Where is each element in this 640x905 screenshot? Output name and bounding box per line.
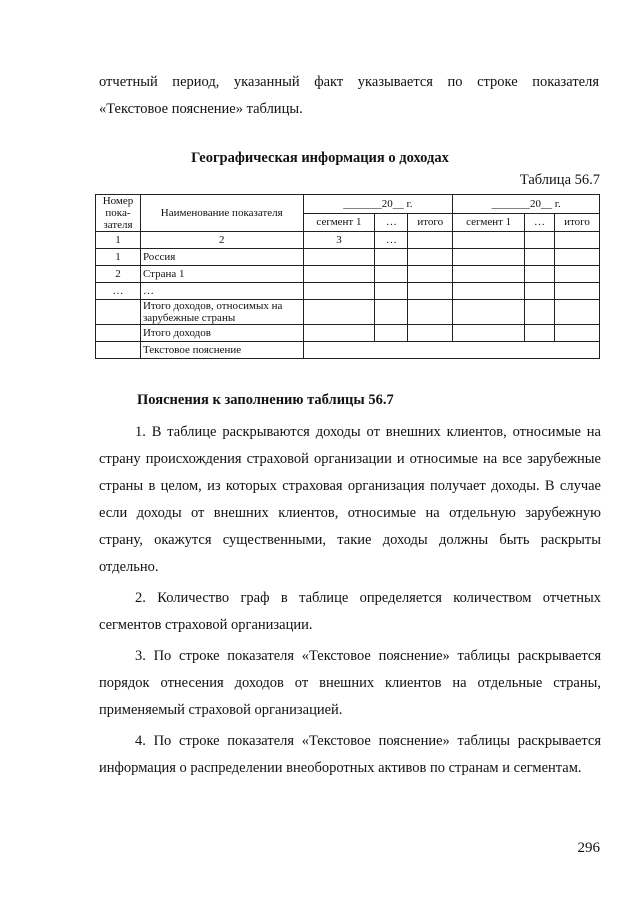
header-segment-1-a: сегмент 1 <box>303 213 375 232</box>
row-name: Итого доходов, относимых на зарубежные страны <box>140 300 303 325</box>
intro-paragraph <box>99 69 599 123</box>
header-dots-b: … <box>525 213 555 232</box>
index-dots: … <box>375 232 408 249</box>
intro-line-1: отчетный период, указанный факт указывается по строке показателя <box>99 74 599 90</box>
table-row <box>96 283 600 300</box>
row-name: Страна 1 <box>140 266 303 283</box>
index-name: 2 <box>140 232 303 249</box>
geo-income-table <box>95 194 600 359</box>
table-title: Географическая информация о доходах <box>191 150 449 166</box>
row-number <box>96 325 141 342</box>
row-number: 2 <box>96 266 141 283</box>
explanation-body <box>99 419 601 786</box>
row-name: Текстовое пояснение <box>140 342 303 359</box>
row-number <box>96 342 141 359</box>
row-number: 1 <box>96 249 141 266</box>
explanation-paragraph: 4. По строке показателя «Текстовое пояснение» таблицы раскрывается информация о распределении внеоборотных активов по странам и сегментам. <box>99 733 601 776</box>
header-segment-1-b: сегмент 1 <box>453 213 525 232</box>
table-row <box>96 342 600 359</box>
explanation-paragraph: 3. По строке показателя «Текстовое пояснение» таблицы раскрывается порядок отнесения доходов от внешних клиентов на отдельные страны, применяемый страховой организацией. <box>99 648 601 718</box>
table-row <box>96 266 600 283</box>
table-row <box>96 300 600 325</box>
index-col-3: 3 <box>303 232 375 249</box>
header-period-2: _______20__ г. <box>453 195 600 214</box>
explanation-heading: Пояснения к заполнению таблицы 56.7 <box>137 392 394 408</box>
header-dots-a: … <box>375 213 408 232</box>
table-index-row <box>96 232 600 249</box>
header-total-a: итого <box>408 213 453 232</box>
header-number: Номер пока-зателя <box>96 195 141 232</box>
header-period-1: _______20__ г. <box>303 195 453 214</box>
row-name: Итого доходов <box>140 325 303 342</box>
table-number: Таблица 56.7 <box>519 172 600 188</box>
explanation-paragraph: 2. Количество граф в таблице определяется количеством отчетных сегментов страховой организации. <box>99 590 601 633</box>
row-number: … <box>96 283 141 300</box>
row-number <box>96 300 141 325</box>
header-name: Наименование показателя <box>140 195 303 232</box>
text-explanation-cell <box>303 342 599 359</box>
explanation-paragraph: 1. В таблице раскрываются доходы от внешних клиентов, относимые на страну происхождения страховой организации и относимые на все зарубежные страны в целом, из которых страховая организация получает доходы. В случае если доходы от внешних клиентов, относимые на отдельную зарубежную страну, окажутся существенными, такие доходы должны быть раскрыты отдельно. <box>99 424 601 575</box>
index-number: 1 <box>96 232 141 249</box>
row-name: Россия <box>140 249 303 266</box>
intro-line-2: «Текстовое пояснение» таблицы. <box>99 101 303 117</box>
header-total-b: итого <box>555 213 600 232</box>
page-number: 296 <box>577 840 600 856</box>
row-name: … <box>140 283 303 300</box>
table-row <box>96 325 600 342</box>
table-row <box>96 249 600 266</box>
